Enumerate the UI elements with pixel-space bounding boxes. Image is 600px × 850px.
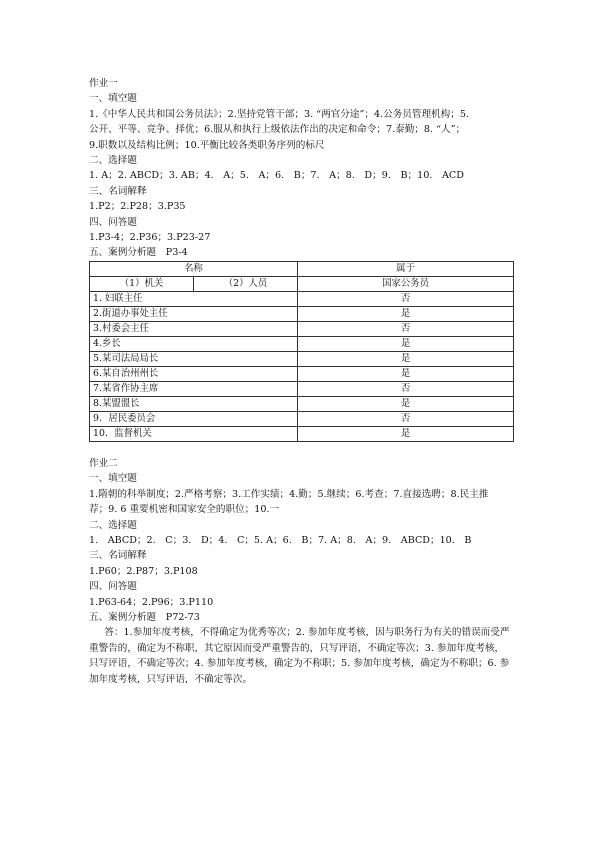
row-name: 5.某司法局局长 [90,351,298,366]
case-table [89,261,514,442]
row-name: 4.乡长 [90,336,298,351]
table-row [90,396,514,411]
header-belong: 属于 [298,261,514,276]
row-value: 否 [298,411,514,426]
row-value: 否 [298,321,514,336]
table-row [90,411,514,426]
hw2-qa-answers: 1.P63-64；2.P96；3.P110 [89,596,214,608]
hw1-case-heading: 五、案例分析题 P3-4 [89,247,188,259]
hw1-choice-heading: 二、选择题 [89,155,137,167]
hw1-title: 作业一 [89,78,118,89]
hw1-fill-heading: 一、填空题 [89,93,137,105]
hw2-fill-heading: 一、填空题 [89,473,137,485]
table-row [90,291,514,306]
hw1-qa-answers: 1.P3-4；2.P36；3.P23-27 [89,232,211,244]
hw1-fill-line-1: 1.《中华人民共和国公务员法》；2.坚持党管干部；3. “两官分途”；4.公务员管理机构；5. [89,108,470,120]
row-value: 是 [298,426,514,441]
row-value: 是 [298,366,514,381]
hw2-qa-heading: 四、问答题 [89,581,137,593]
row-name: 1. 妇联主任 [90,291,298,306]
table-row [90,336,514,351]
hw1-choice-answers: 1. A；2. ABCD；3. AB；4. A；5. A；6. B；7. A；8. D；9. B；10. ACD [89,170,464,182]
row-name: 10．监督机关 [90,426,298,441]
hw1-terms-heading: 三、名词解释 [89,185,147,197]
hw1-terms-answers: 1.P2；2.P28；3.P35 [89,201,186,213]
header-org: （1）机关 [90,276,194,291]
row-name: 9．居民委员会 [90,411,298,426]
hw2-choice-heading: 二、选择题 [89,519,137,531]
hw1-fill-line-3: 9.职数以及结构比例；10.平衡比较各类职务序列的标尺 [89,139,325,151]
row-name: 3.村委会主任 [90,321,298,336]
row-name: 7.某省作协主席 [90,381,298,396]
section-gap [89,442,540,456]
row-value: 是 [298,351,514,366]
hw2-terms-heading: 三、名词解释 [89,550,147,562]
hw2-fill-line-2: 荐；9. 6 重要机密和国家安全的职位；10.一 [89,504,280,516]
table-row [90,426,514,441]
row-name: 2.街道办事处主任 [90,306,298,321]
header-name: 名称 [90,261,298,276]
hw2-case-heading: 五、案例分析题 P72-73 [89,611,200,623]
row-value: 否 [298,381,514,396]
row-value: 是 [298,306,514,321]
table-row [90,321,514,336]
table-subheader-row [90,276,514,291]
hw2-fill-line-1: 1.隋朝的科举制度；2.严格考察；3.工作实绩；4.勤；5.继续；6.考查；7.直接选聘；8.民主推 [89,488,489,500]
header-person: （2）人员 [194,276,298,291]
row-value: 是 [298,336,514,351]
hw1-qa-heading: 四、问答题 [89,216,137,228]
hw2-title: 作业二 [89,457,118,469]
hw2-case-answer: 答：1.参加年度考核，不得确定为优秀等次；2. 参加年度考核，因与职务行为有关的错误而受严重警告的，确定为不称职，其它原因而受严重警告的，只写评语，不确定等次；3. 参加年度考核，只写评语，不确定等次；4. 参加年度考核，确定为不称职；5. 参加年度考核，确定为不称职；6. 参加年度考核，只写评语，不确定等次。 [89,627,510,685]
header-civil: 国家公务员 [298,276,514,291]
table-row [90,381,514,396]
table-row [90,306,514,321]
row-name: 6.某自治州州长 [90,366,298,381]
table-header-row [90,261,514,276]
hw2-choice-answers: 1. ABCD；2. C；3. D；4. C；5. A；6. B；7. A；8. A；9. ABCD；10. B [89,534,472,546]
row-value: 是 [298,396,514,411]
row-value: 否 [298,291,514,306]
hw2-terms-answers: 1.P60；2.P87；3.P108 [89,565,198,577]
table-row [90,366,514,381]
row-name: 8.某盟盟长 [90,396,298,411]
hw1-fill-line-2: 公开、平等、竞争、择优；6.服从和执行上级依法作出的决定和命令；7.泰勤；8. “人”； [89,124,466,136]
table-row [90,351,514,366]
